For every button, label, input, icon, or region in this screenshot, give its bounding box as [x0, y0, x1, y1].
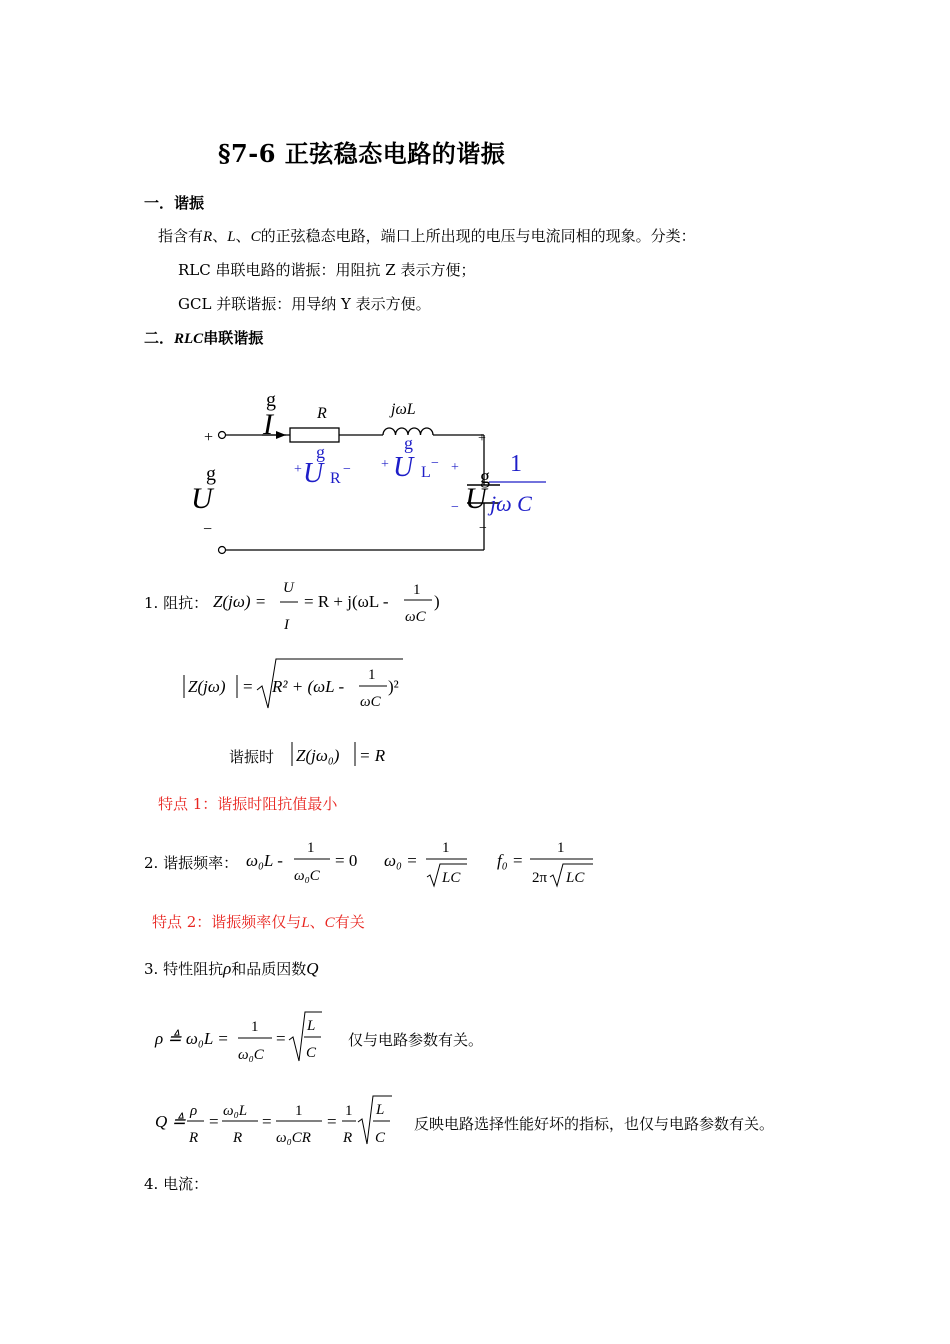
f3-rho: ρ [223, 959, 232, 978]
heading-number: 二． [144, 329, 175, 347]
classification-item-gcl: GCL 并联谐振：用导纳 Y 表示方便。 [178, 295, 431, 313]
q-d2: R [233, 1130, 243, 1146]
separator: 、 [235, 227, 251, 245]
heading-rlc: RLC [174, 331, 204, 347]
impedance-close: ) [434, 592, 440, 611]
rho-note: 仅与电路参数有关。 [348, 1031, 484, 1049]
resonance-label: 谐振时 [229, 748, 275, 766]
q-d4: R [343, 1130, 353, 1146]
impedance-numerator: U [283, 580, 294, 596]
abs-impedance-lhs: Z(jω) [188, 677, 226, 696]
inductor-voltage-label: U [393, 452, 414, 483]
rho-sq-den: C [306, 1045, 317, 1061]
inductor-voltage-subscript: L [421, 464, 431, 481]
source-voltage-label: U [191, 482, 213, 515]
var-l: L [227, 229, 236, 245]
freq-eq2-num: 1 [442, 840, 450, 856]
feature-2-c: C [324, 915, 335, 931]
source-minus-sign: − [203, 521, 213, 538]
inductor-label: jωL [391, 401, 416, 418]
freq-eq3-den: LC [566, 870, 585, 886]
abs-eq: = [243, 677, 253, 696]
f3-mid: 和品质因数 [231, 960, 307, 978]
feature-2-l: L [301, 915, 310, 931]
freq-eq1-num: 1 [307, 840, 315, 856]
q-d1: R [189, 1130, 199, 1146]
feature-2-sep: 、 [309, 913, 325, 931]
phasor-dot-ul: g [404, 433, 413, 453]
classification-item-rlc: RLC 串联电路的谐振：用阻抗 Z 表示方便； [178, 261, 476, 279]
feature-2-post: 有关 [334, 913, 365, 931]
ur-minus-sign: − [343, 462, 351, 477]
freq-eq2-lhs: ω₀ = [384, 851, 418, 870]
current-section-label: 4. 电流： [144, 1175, 209, 1193]
q-sq-num: L [376, 1102, 385, 1118]
abs-frac-den: ωC [360, 694, 381, 710]
capacitor-impedance-denominator: jω C [490, 491, 532, 516]
q-lhs: Q ≜ [155, 1112, 186, 1131]
impedance-lhs: Z(jω) = [213, 592, 267, 611]
impedance-frac-num: 1 [413, 582, 421, 598]
rho-sq-num: L [307, 1018, 316, 1034]
abs-close: )² [388, 677, 399, 696]
ul-minus-sign: − [431, 456, 439, 471]
capacitor-impedance-numerator: 1 [510, 451, 522, 477]
q-eq1: = [209, 1112, 219, 1131]
q-d3: ω₀CR [276, 1130, 311, 1146]
resistor-label: R [317, 405, 327, 422]
phasor-dot-i: g [266, 389, 276, 411]
uc-minus-bottom: − [479, 521, 487, 536]
impedance-rhs: = R + j(ωL - [304, 592, 389, 611]
freq-eq1-den: ω₀C [294, 868, 320, 884]
impedance-frac-den: ωC [405, 609, 426, 625]
freq-eq3-den-pre: 2π [532, 870, 548, 886]
freq-eq3-num: 1 [557, 840, 565, 856]
feature-2-pre: 特点 2：谐振频率仅与 [152, 913, 302, 931]
uc-plus-top: + [478, 431, 486, 446]
rho-lhs: ρ ≜ ω₀L = [155, 1029, 229, 1048]
ul-plus-sign: + [381, 457, 389, 472]
page-title: §7-6 正弦稳态电路的谐振 [218, 139, 506, 168]
q-eq2: = [262, 1112, 272, 1131]
resistor-voltage-subscript: R [330, 470, 341, 487]
q-eq3: = [327, 1112, 337, 1131]
q-n3: 1 [295, 1103, 303, 1119]
impedance-denominator: I [284, 617, 289, 633]
capacitor-voltage-label: U [465, 482, 487, 515]
q-n2: ω₀L [223, 1103, 248, 1119]
phasor-dot-ur: g [316, 442, 325, 462]
q-note: 反映电路选择性能好坏的指标，也仅与电路参数有关。 [414, 1115, 775, 1133]
freq-eq1-rhs: = 0 [335, 851, 358, 870]
res-expr: Z(jω₀) [296, 746, 340, 765]
abs-frac-num: 1 [368, 667, 376, 683]
var-r: R [203, 229, 213, 245]
q-sq-den: C [375, 1130, 386, 1146]
section-heading-resonance: 一．谐振 [144, 194, 205, 212]
resonant-frequency-label: 2. 谐振频率： [144, 854, 239, 872]
phasor-dot-u: g [206, 463, 216, 485]
definition-pre: 指含有 [158, 227, 204, 245]
ur-plus-sign: + [294, 462, 302, 477]
uc-plus-sign: + [451, 460, 459, 475]
source-plus-sign: + [204, 429, 214, 446]
impedance-label: 1. 阻抗： [144, 594, 209, 612]
uc-minus-sign: − [451, 500, 459, 515]
freq-eq1-a: ω₀L - [246, 851, 283, 870]
res-rhs: = R [359, 746, 386, 765]
resistor-voltage-label: U [303, 458, 324, 489]
rho-eq: = [276, 1029, 286, 1048]
freq-eq3-lhs: f₀ = [497, 851, 524, 870]
f3-q: Q [306, 959, 319, 978]
var-c: C [250, 229, 261, 245]
rho-den: ω₀C [238, 1047, 264, 1063]
f3-label: 3. 特性阻抗 [144, 960, 224, 978]
phasor-dot-uc: g [480, 466, 490, 488]
freq-eq2-den: LC [442, 870, 461, 886]
feature-1-note: 特点 1：谐振时阻抗值最小 [158, 795, 338, 813]
definition-post: 的正弦稳态电路，端口上所出现的电压与电流同相的现象。分类： [260, 227, 696, 245]
current-label: I [263, 408, 273, 441]
abs-inner: R² + (ωL - [272, 677, 345, 696]
q-n1: ρ [190, 1103, 198, 1119]
q-n4: 1 [345, 1103, 353, 1119]
heading-text: 串联谐振 [203, 329, 264, 347]
rho-num: 1 [251, 1019, 259, 1035]
separator: 、 [212, 227, 228, 245]
